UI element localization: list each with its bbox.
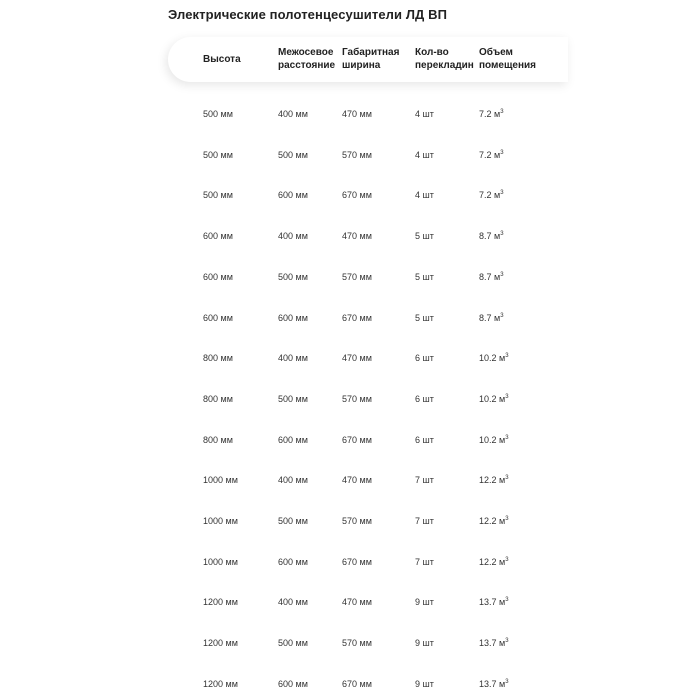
cell-overall-width: 670 мм (342, 557, 372, 567)
cell-room-volume (479, 435, 509, 446)
cell-axis-distance: 600 мм (278, 190, 308, 200)
cell-bar-count: 4 шт (415, 190, 434, 200)
volume-value: 13.7 (479, 679, 497, 689)
header-bar-count (415, 46, 474, 72)
volume-value: 8.7 (479, 231, 492, 241)
volume-value: 10.2 (479, 394, 497, 404)
volume-unit: м (499, 557, 506, 567)
volume-value: 8.7 (479, 272, 492, 282)
header-bar-count-line1: Кол-во (415, 47, 449, 58)
volume-unit: м (499, 394, 506, 404)
header-overall-width-line1: Габаритная (342, 47, 400, 58)
cell-axis-distance: 600 мм (278, 679, 308, 689)
cell-height: 800 мм (203, 353, 233, 363)
cell-bar-count: 6 шт (415, 435, 434, 445)
cell-overall-width: 570 мм (342, 150, 372, 160)
cell-room-volume (479, 313, 504, 324)
header-height: Высота (203, 54, 241, 65)
header-axis-distance (278, 46, 335, 72)
cell-overall-width: 470 мм (342, 109, 372, 119)
volume-value: 7.2 (479, 190, 492, 200)
cell-axis-distance: 400 мм (278, 353, 308, 363)
cell-overall-width: 670 мм (342, 435, 372, 445)
header-room-volume-line2: помещения (479, 60, 536, 71)
volume-value: 10.2 (479, 353, 497, 363)
cell-bar-count: 9 шт (415, 679, 434, 689)
cell-overall-width: 570 мм (342, 638, 372, 648)
header-room-volume-line1: Объем (479, 47, 513, 58)
volume-unit: м (499, 679, 506, 689)
header-axis-distance-line2: расстояние (278, 60, 336, 71)
cell-bar-count: 4 шт (415, 109, 434, 119)
volume-unit-exponent: 3 (505, 353, 509, 359)
volume-unit: м (494, 109, 501, 119)
header-overall-width-line2: ширина (342, 60, 381, 71)
volume-unit: м (494, 190, 501, 200)
cell-height: 500 мм (203, 150, 233, 160)
cell-height: 1000 мм (203, 516, 238, 526)
cell-height: 500 мм (203, 109, 233, 119)
page-title: Электрические полотенцесушители ЛД ВП (168, 7, 448, 22)
volume-unit: м (499, 475, 506, 485)
volume-unit: м (499, 597, 506, 607)
volume-value: 7.2 (479, 109, 492, 119)
volume-value: 13.7 (479, 638, 497, 648)
volume-unit-exponent: 3 (505, 557, 509, 563)
cell-bar-count: 5 шт (415, 231, 434, 241)
cell-bar-count: 7 шт (415, 557, 434, 567)
volume-value: 12.2 (479, 516, 497, 526)
cell-overall-width: 470 мм (342, 597, 372, 607)
cell-height: 500 мм (203, 190, 233, 200)
cell-overall-width: 470 мм (342, 475, 372, 485)
cell-height: 800 мм (203, 435, 233, 445)
cell-axis-distance: 500 мм (278, 638, 308, 648)
header-overall-width (342, 46, 399, 72)
cell-room-volume (479, 516, 509, 527)
volume-value: 12.2 (479, 557, 497, 567)
volume-unit-exponent: 3 (505, 516, 509, 522)
cell-bar-count: 9 шт (415, 638, 434, 648)
cell-axis-distance: 400 мм (278, 231, 308, 241)
cell-overall-width: 670 мм (342, 190, 372, 200)
header-room-volume (479, 46, 536, 72)
volume-unit: м (499, 516, 506, 526)
cell-room-volume (479, 231, 504, 242)
cell-axis-distance: 600 мм (278, 313, 308, 323)
cell-axis-distance: 400 мм (278, 475, 308, 485)
cell-room-volume (479, 638, 509, 649)
volume-unit: м (494, 313, 501, 323)
cell-height: 600 мм (203, 231, 233, 241)
volume-unit-exponent: 3 (500, 231, 504, 237)
cell-bar-count: 7 шт (415, 516, 434, 526)
cell-room-volume (479, 475, 509, 486)
cell-axis-distance: 500 мм (278, 272, 308, 282)
volume-unit: м (494, 231, 501, 241)
cell-room-volume (479, 557, 509, 568)
header-axis-distance-line1: Межосевое (278, 47, 334, 58)
cell-overall-width: 470 мм (342, 231, 372, 241)
cell-bar-count: 6 шт (415, 394, 434, 404)
cell-axis-distance: 400 мм (278, 109, 308, 119)
cell-bar-count: 5 шт (415, 272, 434, 282)
cell-room-volume (479, 597, 509, 608)
cell-overall-width: 570 мм (342, 394, 372, 404)
volume-unit-exponent: 3 (505, 638, 509, 644)
cell-room-volume (479, 109, 504, 120)
cell-height: 800 мм (203, 394, 233, 404)
volume-unit-exponent: 3 (505, 679, 509, 685)
volume-unit-exponent: 3 (500, 109, 504, 115)
volume-unit-exponent: 3 (500, 190, 504, 196)
volume-value: 10.2 (479, 435, 497, 445)
cell-bar-count: 5 шт (415, 313, 434, 323)
cell-room-volume (479, 190, 504, 201)
cell-overall-width: 570 мм (342, 272, 372, 282)
cell-room-volume (479, 679, 509, 690)
cell-room-volume (479, 150, 504, 161)
volume-unit: м (499, 638, 506, 648)
cell-overall-width: 670 мм (342, 313, 372, 323)
volume-unit-exponent: 3 (505, 597, 509, 603)
volume-unit-exponent: 3 (505, 475, 509, 481)
cell-room-volume (479, 394, 509, 405)
cell-bar-count: 4 шт (415, 150, 434, 160)
volume-value: 7.2 (479, 150, 492, 160)
cell-axis-distance: 600 мм (278, 435, 308, 445)
volume-value: 13.7 (479, 597, 497, 607)
volume-unit: м (494, 272, 501, 282)
cell-bar-count: 7 шт (415, 475, 434, 485)
volume-value: 12.2 (479, 475, 497, 485)
cell-axis-distance: 500 мм (278, 394, 308, 404)
cell-room-volume (479, 272, 504, 283)
cell-overall-width: 670 мм (342, 679, 372, 689)
volume-unit: м (494, 150, 501, 160)
cell-height: 1200 мм (203, 638, 238, 648)
cell-axis-distance: 500 мм (278, 516, 308, 526)
cell-bar-count: 9 шт (415, 597, 434, 607)
cell-axis-distance: 500 мм (278, 150, 308, 160)
cell-height: 1200 мм (203, 679, 238, 689)
cell-bar-count: 6 шт (415, 353, 434, 363)
volume-unit-exponent: 3 (500, 150, 504, 156)
cell-height: 1000 мм (203, 475, 238, 485)
cell-overall-width: 570 мм (342, 516, 372, 526)
cell-height: 600 мм (203, 313, 233, 323)
cell-overall-width: 470 мм (342, 353, 372, 363)
cell-height: 1200 мм (203, 597, 238, 607)
volume-unit-exponent: 3 (505, 394, 509, 400)
volume-unit-exponent: 3 (505, 435, 509, 441)
volume-unit-exponent: 3 (500, 313, 504, 319)
volume-unit: м (499, 435, 506, 445)
cell-axis-distance: 400 мм (278, 597, 308, 607)
header-bar-count-line2: перекладин (415, 60, 474, 71)
cell-axis-distance: 600 мм (278, 557, 308, 567)
volume-unit-exponent: 3 (500, 272, 504, 278)
volume-value: 8.7 (479, 313, 492, 323)
cell-height: 600 мм (203, 272, 233, 282)
volume-unit: м (499, 353, 506, 363)
cell-height: 1000 мм (203, 557, 238, 567)
cell-room-volume (479, 353, 509, 364)
